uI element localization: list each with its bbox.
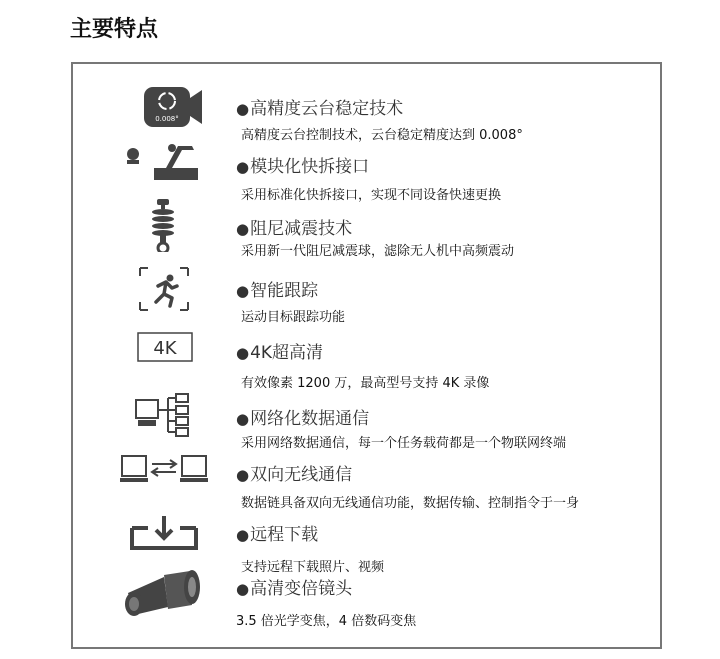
feature-title: ●高精度云台稳定技术	[236, 99, 404, 119]
quick-release-icon	[120, 142, 208, 192]
camera-value-text: 0.008°	[155, 115, 179, 123]
feature-desc: 采用网络数据通信，每一个任务载荷都是一个物联网终端	[241, 436, 567, 451]
feature-desc: 3.5 倍光学变焦，4 倍数码变焦	[236, 614, 417, 629]
feature-title: ●网络化数据通信	[236, 409, 370, 429]
feature-desc: 运动目标跟踪功能	[241, 310, 346, 325]
tracking-runner-icon	[120, 264, 208, 314]
feature-title: ●智能跟踪	[236, 281, 319, 301]
feature-desc: 支持远程下载照片、视频	[241, 560, 385, 575]
feature-desc: 采用新一代阻尼减震球，滤除无人机中高频震动	[241, 244, 515, 259]
feature-desc: 数据链具备双向无线通信功能，数据传输、控制指令于一身	[241, 496, 580, 511]
4k-icon	[120, 330, 208, 380]
feature-desc: 采用标准化快拆接口，实现不同设备快速更换	[241, 188, 502, 203]
feature-title: ●高清变倍镜头	[236, 579, 353, 599]
feature-desc: 有效像素 1200 万，最高型号支持 4K 录像	[241, 376, 490, 391]
feature-title: ●远程下载	[236, 525, 319, 545]
feature-title: ●双向无线通信	[236, 465, 353, 485]
damper-spring-icon	[120, 196, 208, 252]
network-icon	[120, 392, 208, 442]
feature-title: ●4K超高清	[236, 343, 324, 363]
feature-desc: 高精度云台控制技术，云台稳定精度达到 0.008°	[241, 128, 523, 143]
bidirectional-icon	[120, 452, 208, 502]
feature-title: ●模块化快拆接口	[236, 157, 370, 177]
download-icon	[120, 514, 208, 564]
zoom-lens-icon	[120, 566, 208, 618]
gimbal-camera-icon	[120, 84, 208, 134]
feature-title: ●阻尼减震技术	[236, 219, 353, 239]
4k-label: 4K	[153, 338, 177, 359]
page-title: 主要特点	[70, 17, 159, 42]
